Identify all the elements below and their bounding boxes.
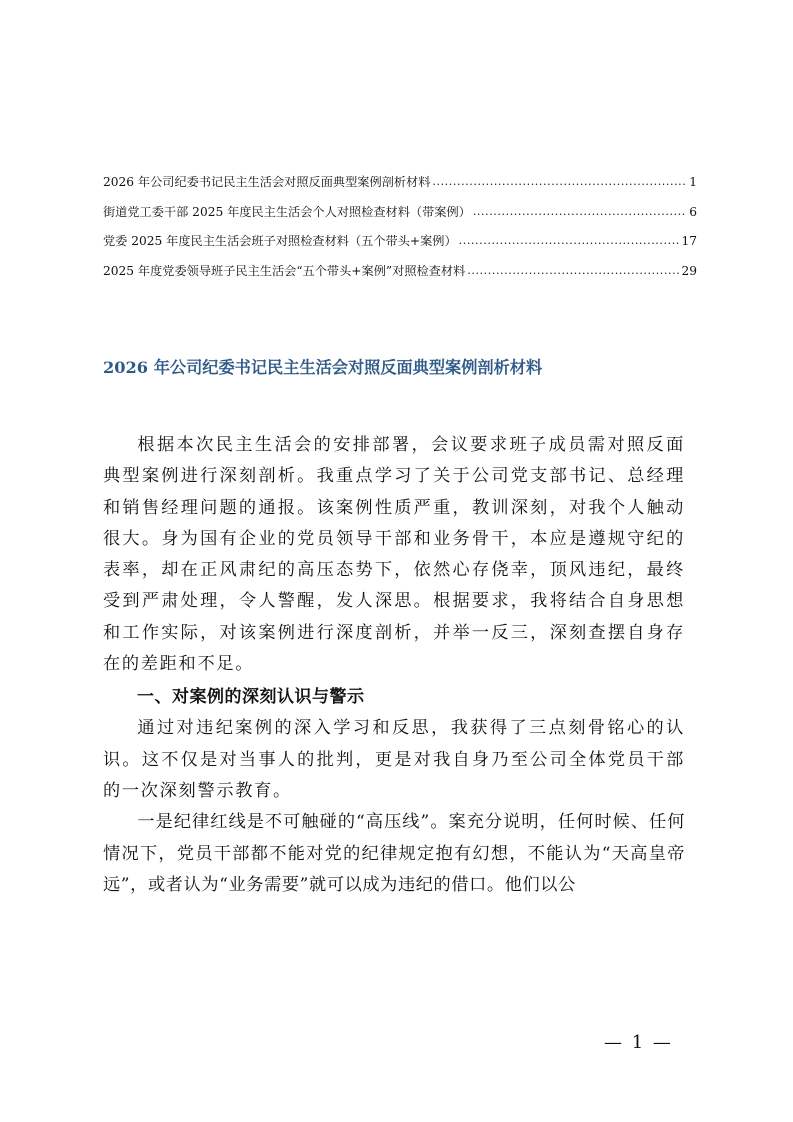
toc-entry-page: 17: [681, 234, 697, 248]
toc-entry-title: 街道党工委干部 2025 年度民主生活会个人对照检查材料（带案例）: [103, 204, 471, 219]
toc-entry-page: 6: [689, 204, 697, 219]
toc-entry-title: 2025 年度党委领导班子民主生活会“五个带头+案例”对照检查材料: [103, 263, 466, 278]
body-paragraph: 一是纪律红线是不可触碰的“高压线”。案充分说明，任何时候、任何情况下，党员干部都不能对党的纪律规定抱有幻想，不能认为“天高皇帝远”，或者认为“业务需要”就可以成为违纪的借口。他们以公: [103, 812, 685, 895]
toc-entry-title: 2026 年公司纪委书记民主生活会对照反面典型案例剖析材料: [103, 175, 431, 189]
document-title: 2026 年公司纪委书记民主生活会对照反面典型案例剖析材料: [103, 358, 543, 377]
toc-entry-title: 党委 2025 年度民主生活会班子对照检查材料（五个带头+案例）: [103, 234, 457, 248]
toc-entry[interactable]: [103, 203, 697, 233]
toc-leader-dots: [473, 204, 687, 218]
table-of-contents: [103, 173, 697, 291]
section-heading: 一、对案例的深刻认识与警示: [137, 687, 365, 708]
toc-entry[interactable]: [103, 262, 697, 292]
body-paragraph: 通过对违纪案例的深入学习和反思，我获得了三点刻骨铭心的认识。这不仅是对当事人的批判，更是对我自身乃至公司全体党员干部的一次深刻警示教育。: [103, 718, 685, 801]
toc-entry-page: 1: [689, 175, 697, 189]
body-paragraph: 根据本次民主生活会的安排部署，会议要求班子成员需对照反面典型案例进行深刻剖析。我重点学习了关于公司党支部书记、总经理和销售经理问题的通报。该案例性质严重，教训深刻，对我个人触动很大。身为国有企业的党员领导干部和业务骨干，本应是遵规守纪的表率，却在正风肃纪的高压态势下，依然心存侥幸，顶风违纪，最终受到严肃处理，令人警醒，发人深思。根据要求，我将结合自身思想和工作实际，对该案例进行深度剖析，并举一反三，深刻查摆自身存在的差距和不足。: [103, 435, 685, 675]
document-body: [103, 430, 685, 901]
toc-leader-dots: [459, 233, 680, 247]
toc-entry[interactable]: [103, 232, 697, 262]
toc-leader-dots: [432, 174, 687, 188]
page-number: — 1 —: [604, 1032, 673, 1053]
toc-entry[interactable]: [103, 173, 697, 203]
toc-entry-page: 29: [681, 263, 697, 278]
toc-leader-dots: [467, 263, 679, 277]
